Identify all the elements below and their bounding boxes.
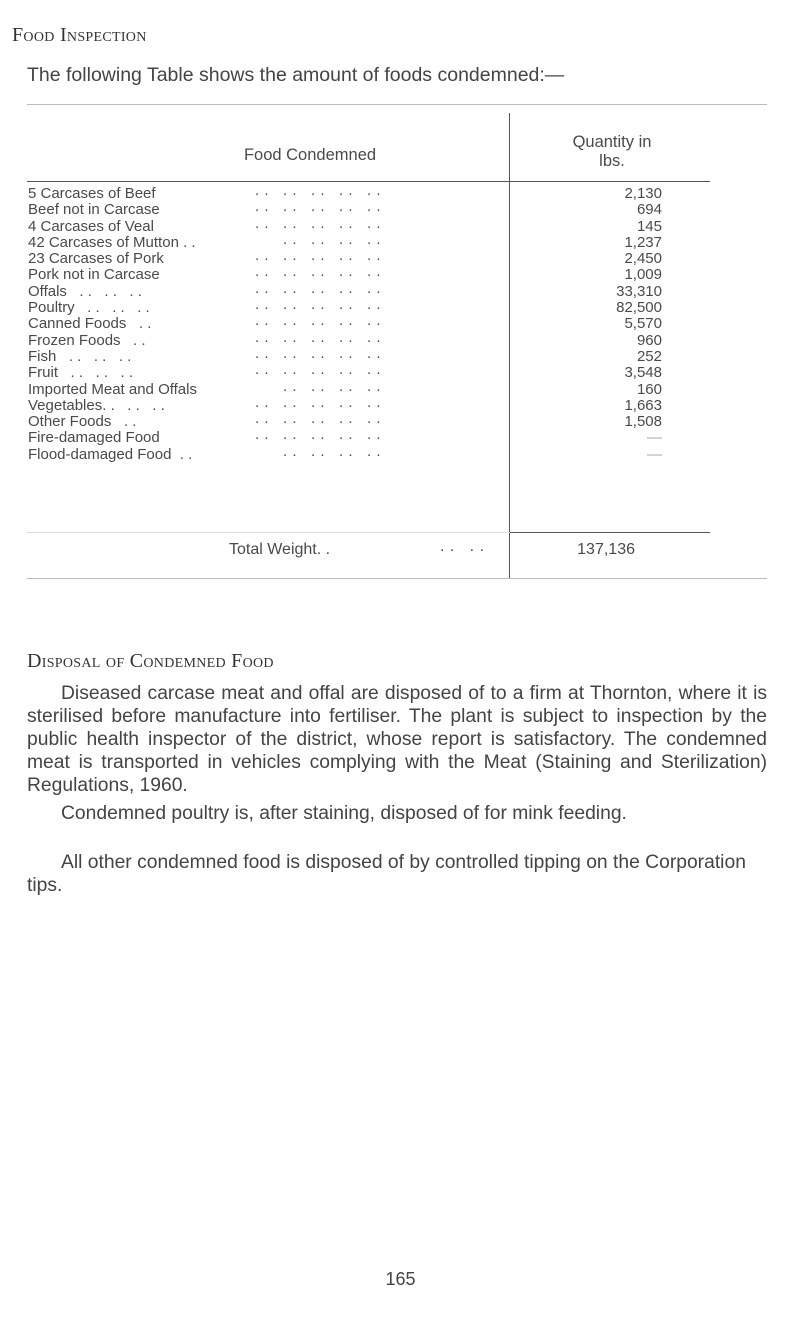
row-quantity: 82,500 [616,299,662,317]
column-header-food: Food Condemned [243,146,377,164]
total-leader-dots: . . . . [440,538,485,555]
row-label: Fire-damaged Food [28,429,160,447]
row-label: Fish . . . . . . [28,347,132,365]
row-quantity: 145 [636,217,662,235]
row-quantity: 1,663 [624,396,662,414]
total-rule-left [27,532,510,533]
table-bottom-rule [27,578,767,579]
row-quantity: 960 [636,331,662,349]
row-quantity: — [647,445,662,463]
row-label: Frozen Foods . . [28,331,146,349]
table-row [28,442,728,463]
row-label: 23 Carcases of Pork [28,250,164,268]
row-leader-dots: . . . . . . . . . . [255,182,382,199]
row-quantity: 5,570 [624,315,662,333]
row-leader-dots: . . . . . . . . . . [255,426,382,444]
row-leader-dots: . . . . . . . . . . [255,344,382,362]
table-body [28,182,728,463]
column-header-quantity-line2: lbs. [599,152,625,170]
row-leader-dots: . . . . . . . . . . [255,296,382,314]
row-quantity: 1,237 [624,233,662,251]
row-quantity: 252 [636,347,662,365]
row-quantity: 2,450 [624,250,662,268]
row-label: Other Foods . . [28,413,137,431]
row-label: 42 Carcases of Mutton . . [28,233,196,251]
row-quantity: 1,508 [624,413,662,431]
row-label: Imported Meat and Offals [28,380,197,398]
row-quantity: 33,310 [616,282,662,300]
row-label: Flood-damaged Food . . [28,445,193,463]
row-label: Canned Foods . . [28,315,152,333]
row-leader-dots: . . . . . . . . . . [255,361,382,379]
row-quantity: 1,009 [624,266,662,284]
section-heading: Food Inspection [12,24,147,46]
row-quantity: 2,130 [624,185,662,202]
row-leader-dots: . . . . . . . . . . [255,410,382,428]
row-leader-dots: . . . . . . . . . . [255,312,382,330]
page-number: 165 [385,1269,416,1289]
row-label: Offals . . . . . . [28,282,142,300]
disposal-heading: Disposal of Condemned Food [27,650,274,672]
row-leader-dots: . . . . . . . . . . [255,393,382,411]
total-value: 137,136 [577,541,635,558]
row-label: Fruit . . . . . . [28,364,134,382]
disposal-paragraph-1: Diseased carcase meat and offal are disposed of to a firm at Thornton, where it is sterilised before manufacture into fertiliser. The plant is subject to inspection by the public health inspector of the district, whose report is satisfactory. The condemned meat is transported in vehicles complying with the Meat (Staining and Sterilization) Regulations, 1960. [27,683,767,796]
total-rule-right [510,532,710,533]
row-label: 4 Carcases of Veal [28,217,154,235]
row-leader-dots: . . . . . . . . . . [255,198,382,216]
row-leader-dots: . . . . . . . . . . [255,263,382,281]
row-label: 5 Carcases of Beef [28,185,156,202]
row-leader-dots: . . . . . . . . [255,377,382,395]
row-label: Poultry . . . . . . [28,299,150,317]
row-leader-dots: . . . . . . . . . . [255,279,382,297]
row-quantity: 3,548 [624,364,662,382]
row-leader-dots: . . . . . . . . . . [255,328,382,346]
row-label: Beef not in Carcase [28,201,160,219]
disposal-paragraph-2: Condemned poultry is, after staining, disposed of for mink feeding. [61,803,627,824]
row-leader-dots: . . . . . . . . [255,230,382,248]
row-label: Vegetables. . . . . . [28,396,165,414]
row-label: Pork not in Carcase [28,266,160,284]
row-quantity: 160 [636,380,662,398]
row-leader-dots: . . . . . . . . . . [255,247,382,265]
column-header-quantity [512,133,712,171]
row-leader-dots: . . . . . . . . . . [255,214,382,232]
disposal-paragraph-3: All other condemned food is disposed of by controlled tipping on the Corporation tips. [27,852,746,896]
table-top-rule [27,104,767,105]
column-header-quantity-line1: Quantity in [572,133,652,151]
intro-text: The following Table shows the amount of foods condemned:— [27,64,565,86]
row-leader-dots: . . . . . . . . [255,442,382,460]
total-label: Total Weight. . [229,541,331,558]
row-quantity: — [647,429,662,447]
row-quantity: 694 [636,201,662,219]
